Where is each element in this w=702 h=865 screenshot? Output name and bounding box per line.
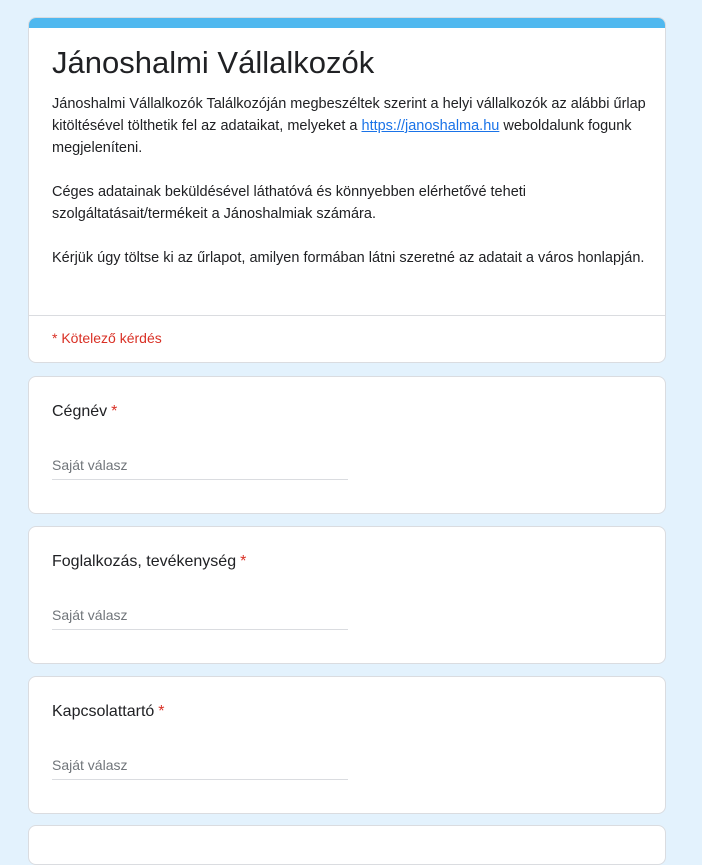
required-asterisk: * [158,703,165,720]
question-label: Foglalkozás, tevékenység [52,553,237,570]
occupation-input[interactable] [52,601,348,630]
required-asterisk: * [240,553,247,570]
website-link[interactable]: https://janoshalma.hu [361,118,500,134]
question-label: Kapcsolattartó [52,703,155,720]
contact-person-input[interactable] [52,751,348,780]
description-text-before-link: Jánoshalmi Vállalkozók Találkozóján megbeszéltek szerint a helyi vállalkozók az alábbi űrlap kitöltésével tölthetik fel az adataikat, melyeket a [52,96,646,134]
company-name-input[interactable] [52,451,348,480]
header-accent-bar [29,18,665,28]
form-description-paragraph-2: Céges adatainak beküldésével láthatóvá és könnyebben elérhetővé teheti szolgáltatásait/termékeit a Jánoshalmiak számára. [52,184,527,222]
question-title [52,701,165,723]
form-header-card [28,17,666,363]
question-label: Cégnév [52,403,108,420]
form-description-paragraph-1 [52,93,652,159]
question-title [52,401,117,423]
question-card-contact-person [28,676,666,814]
next-question-card [28,825,666,865]
header-divider [29,315,665,316]
question-card-occupation [28,526,666,664]
required-asterisk: * [111,403,118,420]
question-title [52,551,246,573]
form-description-paragraph-3: Kérjük úgy töltse ki az űrlapot, amilyen formában látni szeretné az adatait a város honlapján. [52,250,645,266]
form-description [52,93,652,269]
form-title: Jánoshalmi Vállalkozók [52,45,375,80]
required-question-note: * Kötelező kérdés [52,330,162,346]
question-card-company-name [28,376,666,514]
description-text-after-link: weboldalunk fogunk megjeleníteni. [52,118,632,156]
